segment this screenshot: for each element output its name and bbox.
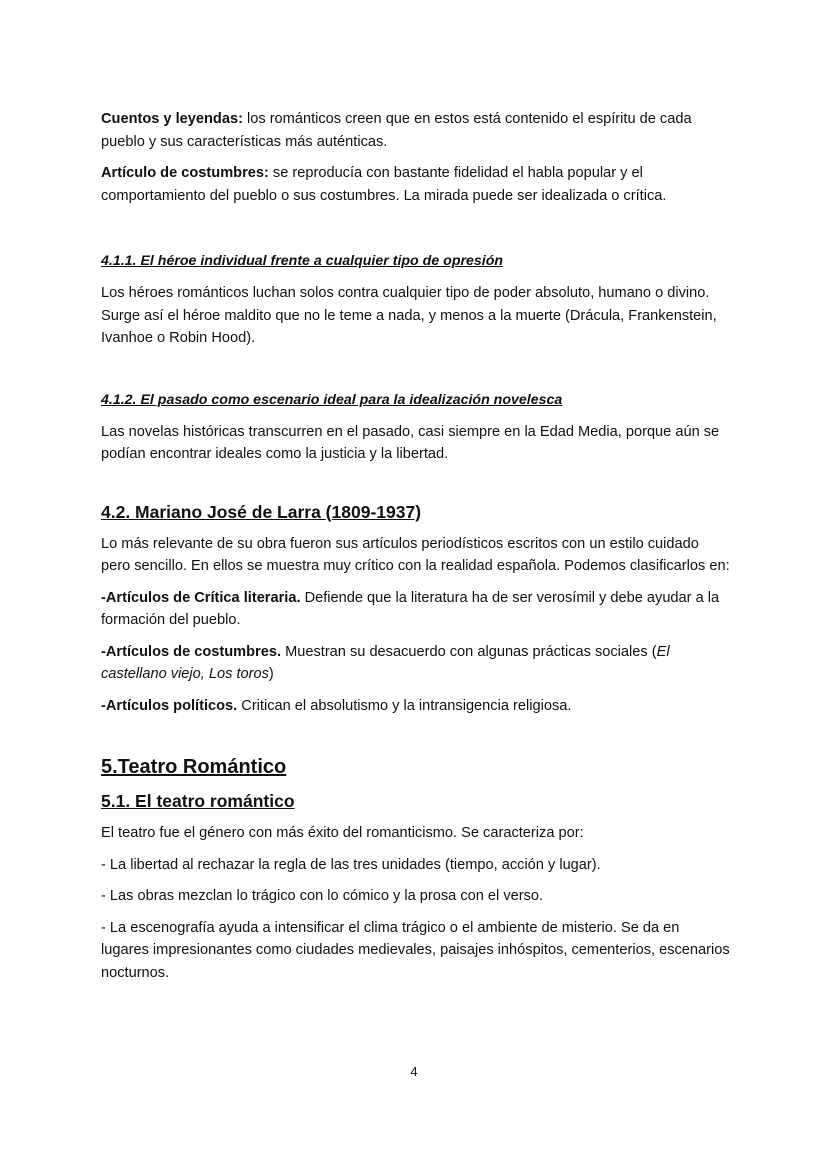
term-politicos: -Artículos políticos. bbox=[101, 697, 238, 714]
text-costumbres-close: ) bbox=[268, 666, 274, 682]
heading-4-1-1: 4.1.1. El héroe individual frente a cualquier tipo de opresión bbox=[101, 253, 504, 269]
term-cuentos: Cuentos y leyendas: bbox=[101, 111, 243, 127]
paragraph-politicos bbox=[101, 695, 731, 718]
heading-4-1-2: 4.1.2. El pasado como escenario ideal para la idealización novelesca bbox=[101, 391, 563, 408]
heading-5-1: 5.1. El teatro romántico bbox=[101, 791, 295, 811]
text-critica: Defiende que la literatura ha de ser verosímil y debe ayudar a la formación del pueblo. bbox=[101, 589, 720, 628]
paragraph-cuentos bbox=[101, 108, 731, 153]
term-critica: -Artículos de Crítica literaria. bbox=[101, 589, 301, 606]
term-costumbres: -Artículos de costumbres. bbox=[101, 643, 282, 660]
page-number: 4 bbox=[410, 1064, 418, 1079]
term-articulo: Artículo de costumbres: bbox=[101, 165, 269, 181]
list-item: - La libertad al rechazar la regla de las tres unidades (tiempo, acción y lugar). bbox=[101, 856, 601, 873]
paragraph-larra-intro: Lo más relevante de su obra fueron sus artículos periodísticos escritos con un estilo cuidado pero sencillo. En ellos se muestra muy crítico con la realidad española. Podemos clasificarlos en: bbox=[101, 535, 730, 574]
text-costumbres: Muestran su desacuerdo con algunas prácticas sociales ( bbox=[281, 643, 657, 660]
paragraph-costumbres bbox=[101, 641, 731, 686]
paragraph-articulo bbox=[101, 162, 731, 207]
paragraph-4-1-2: Las novelas históricas transcurren en el pasado, casi siempre en la Edad Media, porque aún se podían encontrar ideales como la justicia y la libertad. bbox=[101, 423, 720, 462]
paragraph-critica bbox=[101, 587, 731, 632]
works-costumbres: El castellano viejo, Los toros bbox=[101, 643, 670, 682]
heading-5: 5.Teatro Romántico bbox=[101, 756, 287, 778]
text-cuentos: los románticos creen que en estos está contenido el espíritu de cada pueblo y sus características más auténticas. bbox=[101, 111, 692, 150]
heading-4-2: 4.2. Mariano José de Larra (1809-1937) bbox=[101, 501, 422, 522]
list-item: - La escenografía ayuda a intensificar el clima trágico o el ambiente de misterio. Se da en lugares impresionantes como ciudades medievales, paisajes inhóspitos, cementerios, escenarios nocturnos. bbox=[101, 919, 730, 981]
paragraph-teatro-intro: El teatro fue el género con más éxito del romanticismo. Se caracteriza por: bbox=[101, 825, 584, 841]
list-item: - Las obras mezclan lo trágico con lo cómico y la prosa con el verso. bbox=[101, 888, 544, 904]
text-politicos: Critican el absolutismo y la intransigencia religiosa. bbox=[237, 697, 572, 714]
text-articulo: se reproducía con bastante fidelidad el habla popular y el comportamiento del pueblo o sus costumbres. La mirada puede ser idealizada o crítica. bbox=[101, 165, 667, 204]
document-page bbox=[101, 108, 731, 993]
paragraph-4-1-1: Los héroes románticos luchan solos contra cualquier tipo de poder absoluto, humano o divino. Surge así el héroe maldito que no le teme a nada, y menos a la muerte (Drácula, Frankenstein, Ivanhoe o Robin Hood). bbox=[101, 285, 717, 346]
